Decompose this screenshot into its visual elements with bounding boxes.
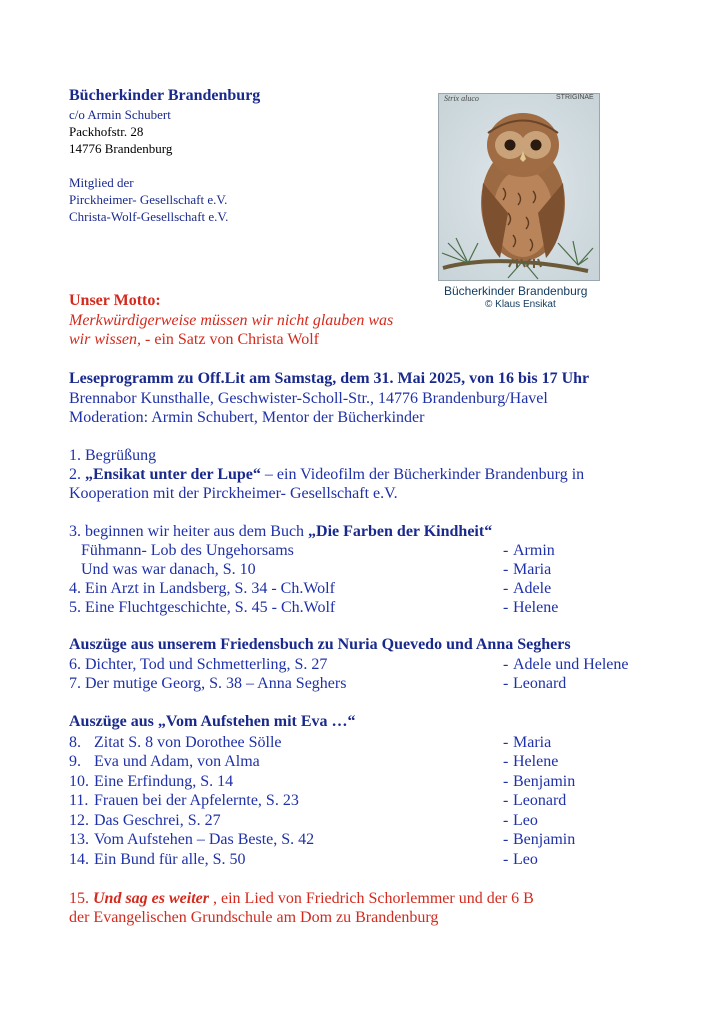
section-2-heading: Auszüge aus unserem Friedensbuch zu Nuria Quevedo und Anna Seghers (69, 636, 571, 653)
motto-attribution: - ein Satz von Christa Wolf (141, 331, 319, 348)
owl-logo (438, 93, 600, 315)
logo-credit: © Klaus Ensikat (485, 299, 556, 310)
list-item: 5. Eine Fluchtgeschichte, S. 45 - Ch.Wolf - Helene (69, 599, 559, 616)
org-name: Bücherkinder Brandenburg (69, 87, 261, 104)
motto-quote-line-1: Merkwürdigerweise müssen wir nicht glauben was (69, 312, 394, 329)
list-item: 6. Dichter, Tod und Schmetterling, S. 27 - Adele und Helene (69, 656, 629, 673)
item-2-description: – ein Videofilm der Bücherkinder Brandenburg in (260, 466, 585, 483)
address-line-2: Packhofstr. 28 (69, 124, 144, 139)
program-item-1: 1. Begrüßung (69, 447, 157, 464)
program-item-2 (69, 465, 584, 485)
logo-caption: Bücherkinder Brandenburg (444, 284, 588, 298)
list-item: Fühmann- Lob des Ungehorsams - Armin (69, 542, 555, 559)
event-moderation: Moderation: Armin Schubert, Mentor der Bücherkinder (69, 409, 425, 426)
plate-label: STRIGINAE (556, 94, 594, 101)
membership-1: Pirckheimer- Gesellschaft e.V. (69, 192, 228, 207)
section-3-heading: Auszüge aus „Vom Aufstehen mit Eva …“ (69, 713, 356, 730)
item-15-description: , ein Lied von Friedrich Schorlemmer und der 6 B (213, 890, 534, 907)
list-item: 9. Eva und Adam, von Alma - Helene (69, 753, 559, 770)
item-2-title: „Ensikat unter der Lupe“ (85, 466, 261, 483)
latin-label: Strix aluco (444, 94, 479, 103)
list-item: 11. Frauen bei der Apfelernte, S. 23 - Leonard (69, 792, 567, 809)
motto-quote-end: wir wissen, (69, 331, 142, 348)
motto-heading: Unser Motto: (69, 292, 161, 309)
item-15-number: 15. (69, 890, 93, 907)
list-item: 8. Zitat S. 8 von Dorothee Sölle - Maria (69, 734, 552, 751)
item-3-book: „Die Farben der Kindheit“ (308, 523, 493, 540)
program-item-2-line-2: Kooperation mit der Pirckheimer- Gesellschaft e.V. (69, 485, 398, 502)
address-line-3: 14776 Brandenburg (69, 141, 173, 156)
item-3-intro: 3. beginnen wir heiter aus dem Buch (69, 523, 309, 540)
address-line-1: c/o Armin Schubert (69, 107, 171, 122)
program-item-15-line-2: der Evangelischen Grundschule am Dom zu Brandenburg (69, 909, 439, 926)
item-2-number: 2. (69, 466, 85, 483)
membership-2: Christa-Wolf-Gesellschaft e.V. (69, 209, 229, 224)
list-item: 14. Ein Bund für alle, S. 50 - Leo (69, 851, 538, 868)
list-item: 10. Eine Erfindung, S. 14 - Benjamin (69, 773, 576, 790)
list-item: Und was war danach, S. 10 - Maria (69, 561, 552, 578)
list-item: 13. Vom Aufstehen – Das Beste, S. 42 - Benjamin (69, 831, 576, 848)
list-item: 7. Der mutige Georg, S. 38 – Anna Seghers - Leonard (69, 675, 567, 692)
item-15-title: Und sag es weiter (93, 890, 213, 907)
motto-quote-line-2 (69, 331, 319, 349)
owl-illustration (438, 93, 600, 281)
list-item: 12. Das Geschrei, S. 27 - Leo (69, 812, 538, 829)
list-item: 4. Ein Arzt in Landsberg, S. 34 - Ch.Wolf - Adele (69, 580, 552, 597)
event-title: Leseprogramm zu Off.Lit am Samstag, dem 31. Mai 2025, von 16 bis 17 Uhr (69, 370, 590, 387)
program-item-3 (69, 522, 492, 542)
program-item-15 (69, 889, 534, 909)
membership-heading: Mitglied der (69, 175, 134, 190)
event-location: Brennabor Kunsthalle, Geschwister-Scholl-Str., 14776 Brandenburg/Havel (69, 390, 548, 407)
